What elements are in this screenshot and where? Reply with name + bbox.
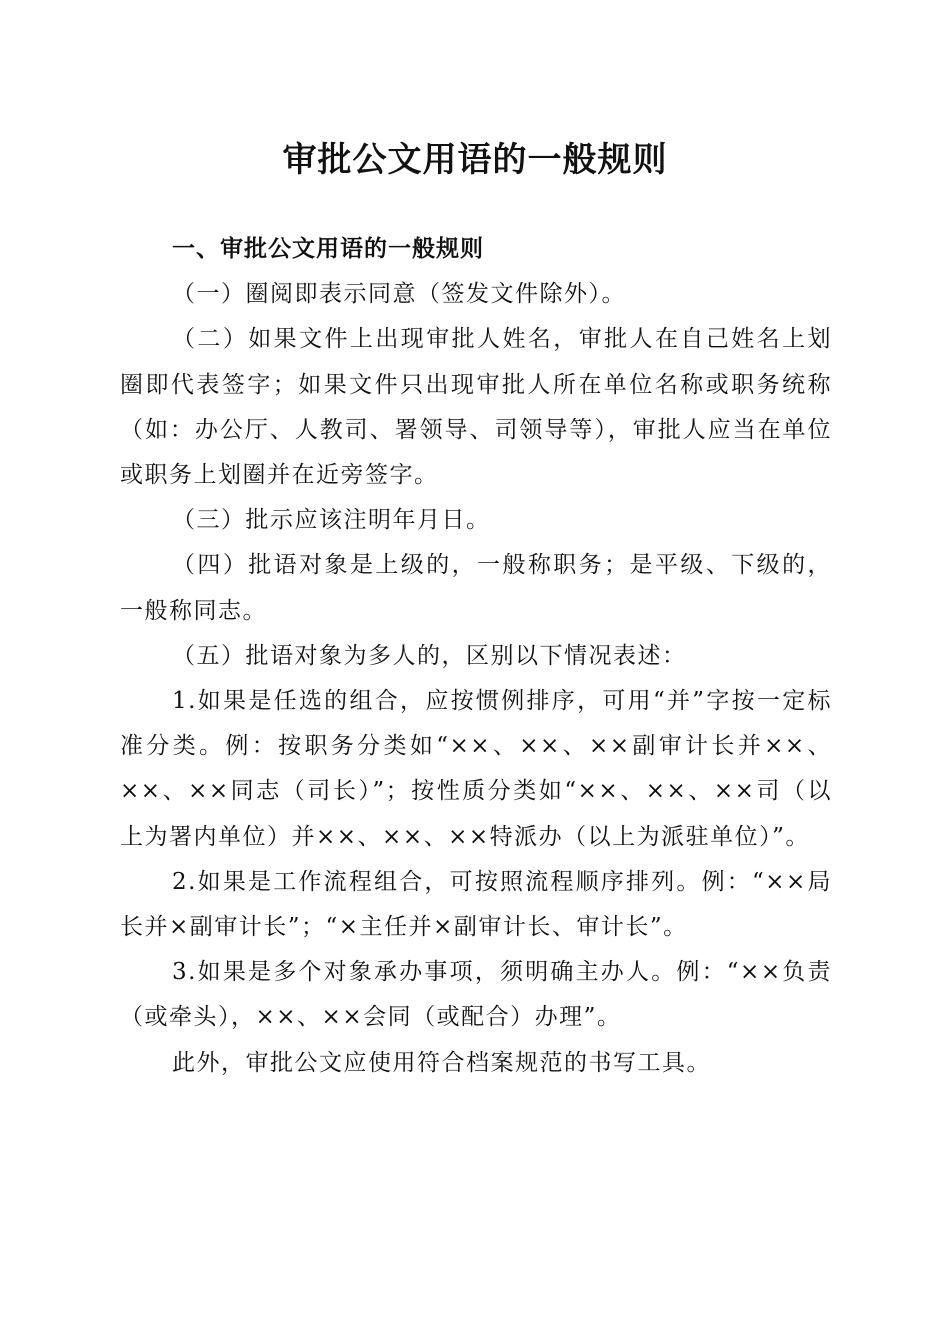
section-heading: 一、审批公文用语的一般规则 — [172, 236, 484, 262]
rule-paragraph-4: （四）批语对象是上级的，一般称职务；是平级、下级的，一般称同志。 — [120, 552, 832, 624]
rule-paragraph-2: （二）如果文件上出现审批人姓名，审批人在自己姓名上划圈即代表签字；如果文件只出现审批人所在单位名称或职务统称（如：办公厅、人教司、署领导、司领导等），审批人应当在单位或职务上划圈并在近旁签字。 — [120, 326, 832, 489]
rule-sub-item-1: 1.如果是任选的组合，应按惯例排序，可用“并”字按一定标准分类。例：按职务分类如“××、××、××副审计长并××、××、××同志（司长）”；按性质分类如“××、××、××司（以上为署内单位）并××、××、××特派办（以上为派驻单位）”。 — [120, 688, 832, 850]
document-body — [120, 227, 832, 1086]
rule-paragraph-3: （三）批示应该注明年月日。 — [172, 507, 491, 534]
rule-paragraph-1: （一）圈阅即表示同意（签发文件除外）。 — [172, 281, 626, 308]
closing-paragraph: 此外，审批公文应使用符合档案规范的书写工具。 — [172, 1049, 711, 1076]
rule-sub-item-2: 2.如果是工作流程组合，可按照流程顺序排列。例：“××局长并×副审计长”；“×主任并×副审计长、审计长”。 — [120, 868, 832, 941]
document-title: 审批公文用语的一般规则 — [282, 140, 668, 180]
rule-sub-item-3: 3.如果是多个对象承办事项，须明确主办人。例：“××负责（或牵头），××、××会同（或配合）办理”。 — [120, 959, 832, 1031]
rule-paragraph-5: （五）批语对象为多人的，区别以下情况表述： — [172, 642, 687, 669]
